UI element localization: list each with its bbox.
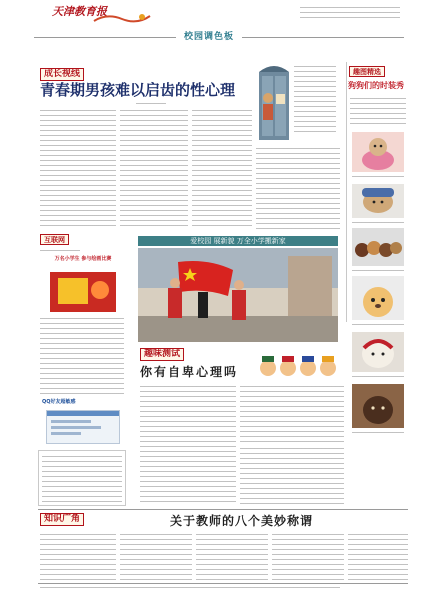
teachers-column-1 xyxy=(40,532,116,580)
left-lower-text xyxy=(42,454,122,502)
sidebar-section-tag: 互联网 xyxy=(40,234,69,245)
pet-headline: 狗狗们的时装秀 xyxy=(348,81,404,90)
dog-caption-5 xyxy=(352,374,404,380)
pet-intro xyxy=(350,96,406,128)
dog-caption-4 xyxy=(352,322,404,327)
quiz-illustration xyxy=(258,352,344,382)
dog-photo-6 xyxy=(352,384,404,428)
quiz-column-1 xyxy=(140,384,236,504)
dog-photo-4 xyxy=(352,276,404,320)
quiz-headline: 你有自卑心理吗 xyxy=(140,365,239,379)
divider-teachers xyxy=(38,509,408,510)
sidebar-promo: 万名小学生 参与绘画比赛 xyxy=(54,256,112,262)
dog-photo-3 xyxy=(352,228,404,266)
dog-photo-5 xyxy=(352,332,404,372)
paper-logo: 天津教育报 xyxy=(52,5,107,18)
dog-photo-1 xyxy=(352,132,404,172)
dog-caption-3 xyxy=(352,268,404,273)
sidebar-promo-2: QQ好友超敏感 xyxy=(42,399,76,405)
school-photo xyxy=(138,248,338,342)
teachers-column-3 xyxy=(196,532,268,580)
quiz-section-tag: 趣味测试 xyxy=(140,348,184,361)
masthead-ornament xyxy=(92,13,152,23)
lead-section-tag: 成长视线 xyxy=(40,68,84,81)
masthead xyxy=(0,0,426,30)
issue-info xyxy=(300,5,400,19)
lead-column-2 xyxy=(120,108,188,228)
lead-headline: 青春期男孩难以启齿的性心理 xyxy=(40,81,236,99)
teachers-column-2 xyxy=(120,532,192,580)
dog-caption-6 xyxy=(352,430,404,436)
lead-column-4 xyxy=(294,64,336,134)
lead-illustration xyxy=(256,64,292,142)
section-title: 校园调色板 xyxy=(176,29,242,43)
footer-info xyxy=(40,585,340,591)
footer-rule xyxy=(38,583,408,584)
sidebar-body-1 xyxy=(40,316,124,396)
lead-column-5 xyxy=(256,146,340,230)
lead-column-1 xyxy=(40,108,116,228)
quiz-column-3 xyxy=(240,446,344,504)
sidebar-screenshot xyxy=(46,410,120,444)
lead-column-3 xyxy=(192,108,252,228)
teachers-headline: 关于教师的八个美妙称谓 xyxy=(170,514,314,528)
dog-photo-2 xyxy=(352,184,404,218)
dog-caption-1 xyxy=(352,174,404,180)
photo-banner: 爱校园 展新貌 万全小学搬新家 xyxy=(138,236,338,246)
sidebar-subhead xyxy=(40,248,80,253)
teachers-section-tag: 知识广角 xyxy=(40,513,84,526)
pet-section-tag: 趣图精选 xyxy=(349,66,385,77)
teachers-column-4 xyxy=(272,532,344,580)
dog-caption-2 xyxy=(352,220,404,225)
lead-byline xyxy=(136,101,166,106)
quiz-column-2 xyxy=(240,384,344,444)
teachers-column-5 xyxy=(348,532,408,580)
sidebar-promo-image xyxy=(50,272,116,312)
